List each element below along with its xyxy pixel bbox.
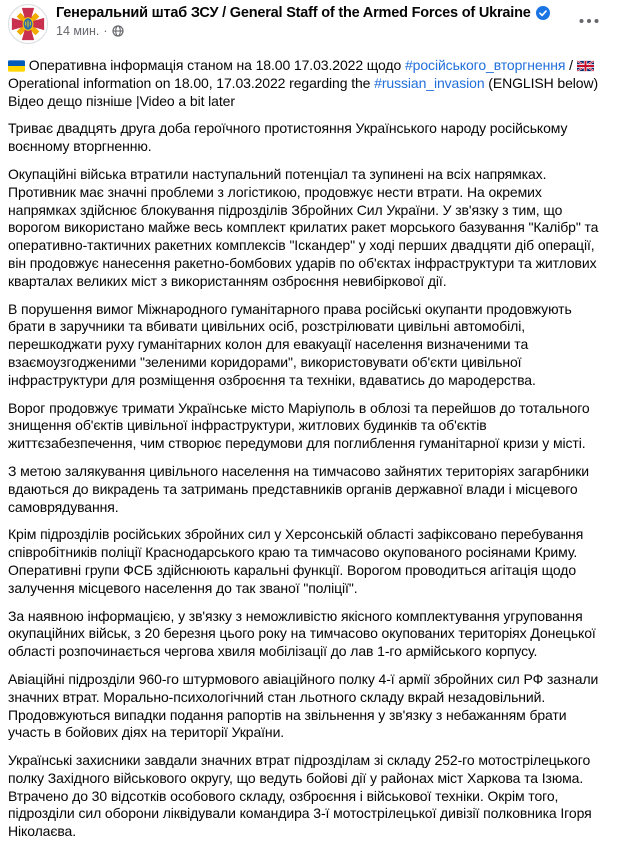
ellipsis-icon xyxy=(579,18,599,24)
general-staff-emblem-icon xyxy=(9,5,47,43)
post-intro-line: Оперативна інформація станом на 18.00 17.03.2022 щодо #російського_вторгнення / xyxy=(8,57,607,75)
post-paragraph: Триває двадцять друга доба героїчного протистояння Українського народу російському воєнному вторгненню. xyxy=(8,120,568,155)
post-timestamp[interactable]: 14 мин. xyxy=(56,24,100,38)
post-paragraph: З метою залякування цивільного населення на тимчасово зайнятих територіях загарбники вдаються до викрадень та затримань представників органів державної влади і місцевого самоврядування. xyxy=(8,462,589,515)
verified-badge-icon xyxy=(536,6,550,20)
meta-separator: · xyxy=(103,24,108,38)
post-paragraph: За наявною інформацією, у зв'язку з неможливістю якісного комплектування угруповання окупаційних військ, з 20 березня цього року на тимчасово окупованих територіях Донецької області розпочинається чергова хвиля мобілізації до лав 1-го армійського корпусу. xyxy=(8,607,596,660)
post-header xyxy=(0,0,617,44)
page-avatar[interactable] xyxy=(8,4,48,44)
post-paragraph: Авіаційні підрозділи 960-го штурмового авіаційного полку 4-ї армії збройних сил РФ зазнали значних втрат. Морально-психологічний стан льотного складу вкрай незадовільний. Продовжуються випадки подання рапортів на звільнення у зв'язку з небажанням брати участь в бойових діях на території України. xyxy=(8,670,599,741)
post-paragraph: В порушення вимог Міжнародного гуманітарного права російські окупанти продовжують брати в заручники та вбивати цивільних осіб, розстрілювати цивільні автомобілі, перешкоджати руху гуманітарних колон для евакуації населення визначеними та взаємоузгодженими "зеленими коридорами", використовувати об'єкти цивільної інфраструктури для розміщення озброєння та техніки, вдаватись до мародерства. xyxy=(8,300,572,388)
ukraine-flag-icon xyxy=(8,60,25,72)
post-intro xyxy=(8,57,607,110)
post-meta-row xyxy=(56,24,550,38)
hashtag-link[interactable]: #russian_invasion xyxy=(374,74,485,91)
post-paragraph: Українські захисники завдали значних втрат підрозділам зі складу 252-го мотострілецького полку Західного військового округу, що ведуть бойові дії у районах міст Харкова та Ізюма. Втрачено до 30 відсотків особового складу, озброєння і військової техніки. Окрім того, підрозділи сил оборони ліквідували командира 3-ї мотострілецької дивізії полковника Ігоря Ніколаєва. xyxy=(8,752,592,840)
post-paragraph: Ворог продовжує тримати Українське місто Маріуполь в облозі та перейшов до тотального знищення об'єктів цивільної інфраструктури, житлових будинків та об'єктів життєзабезпечення, чим створює передумови для поглиблення гуманітарної кризи у місті. xyxy=(8,399,590,452)
post-header-text xyxy=(56,4,550,38)
more-options-button[interactable] xyxy=(573,10,605,32)
post-paragraph: Окупаційні війська втратили наступальний потенціал та зупинені на всіх напрямках. Противник має значні проблеми з логістикою, продовжує нести втрати. На окремих напрямках здійснює блокування підрозділів Збройних Сил України. У зв'язку з тим, що ворогом використано майже весь комплект крилатих ракет морського базування "Калібр" та оперативно-тактичних ракетних комплексів "Іскандер" у ході перших двадцяти діб операції, він продовжує нанесення ракетно-бомбових ударів по об'єктах інфраструктури та житлових кварталах великих міст з використанням озброєння невибіркової дії. xyxy=(8,165,599,289)
post-paragraph: Крім підрозділів російських збройних сил у Херсонській області зафіксовано перебування співробітників поліції Краснодарського краю та тимчасово окупованого росіянами Криму. Оперативні групи ФСБ здійснюють каральні функції. Ворогом проводиться агітація щодо залучення місцевого населення до так званої "поліції". xyxy=(8,526,584,596)
globe-icon xyxy=(112,25,124,37)
post-body xyxy=(0,44,617,841)
hashtag-link[interactable]: #російського_вторгнення xyxy=(404,57,566,73)
post-intro-line: Operational information on 18.00, 17.03.2022 regarding the #russian_invasion (ENGLISH below) xyxy=(8,74,599,91)
page-name-link[interactable]: Генеральний штаб ЗСУ / General Staff of the Armed Forces of Ukraine xyxy=(56,5,531,21)
post-intro-line: Відео дещо пізніше |Video a bit later xyxy=(8,92,235,109)
uk-flag-icon xyxy=(577,60,594,72)
